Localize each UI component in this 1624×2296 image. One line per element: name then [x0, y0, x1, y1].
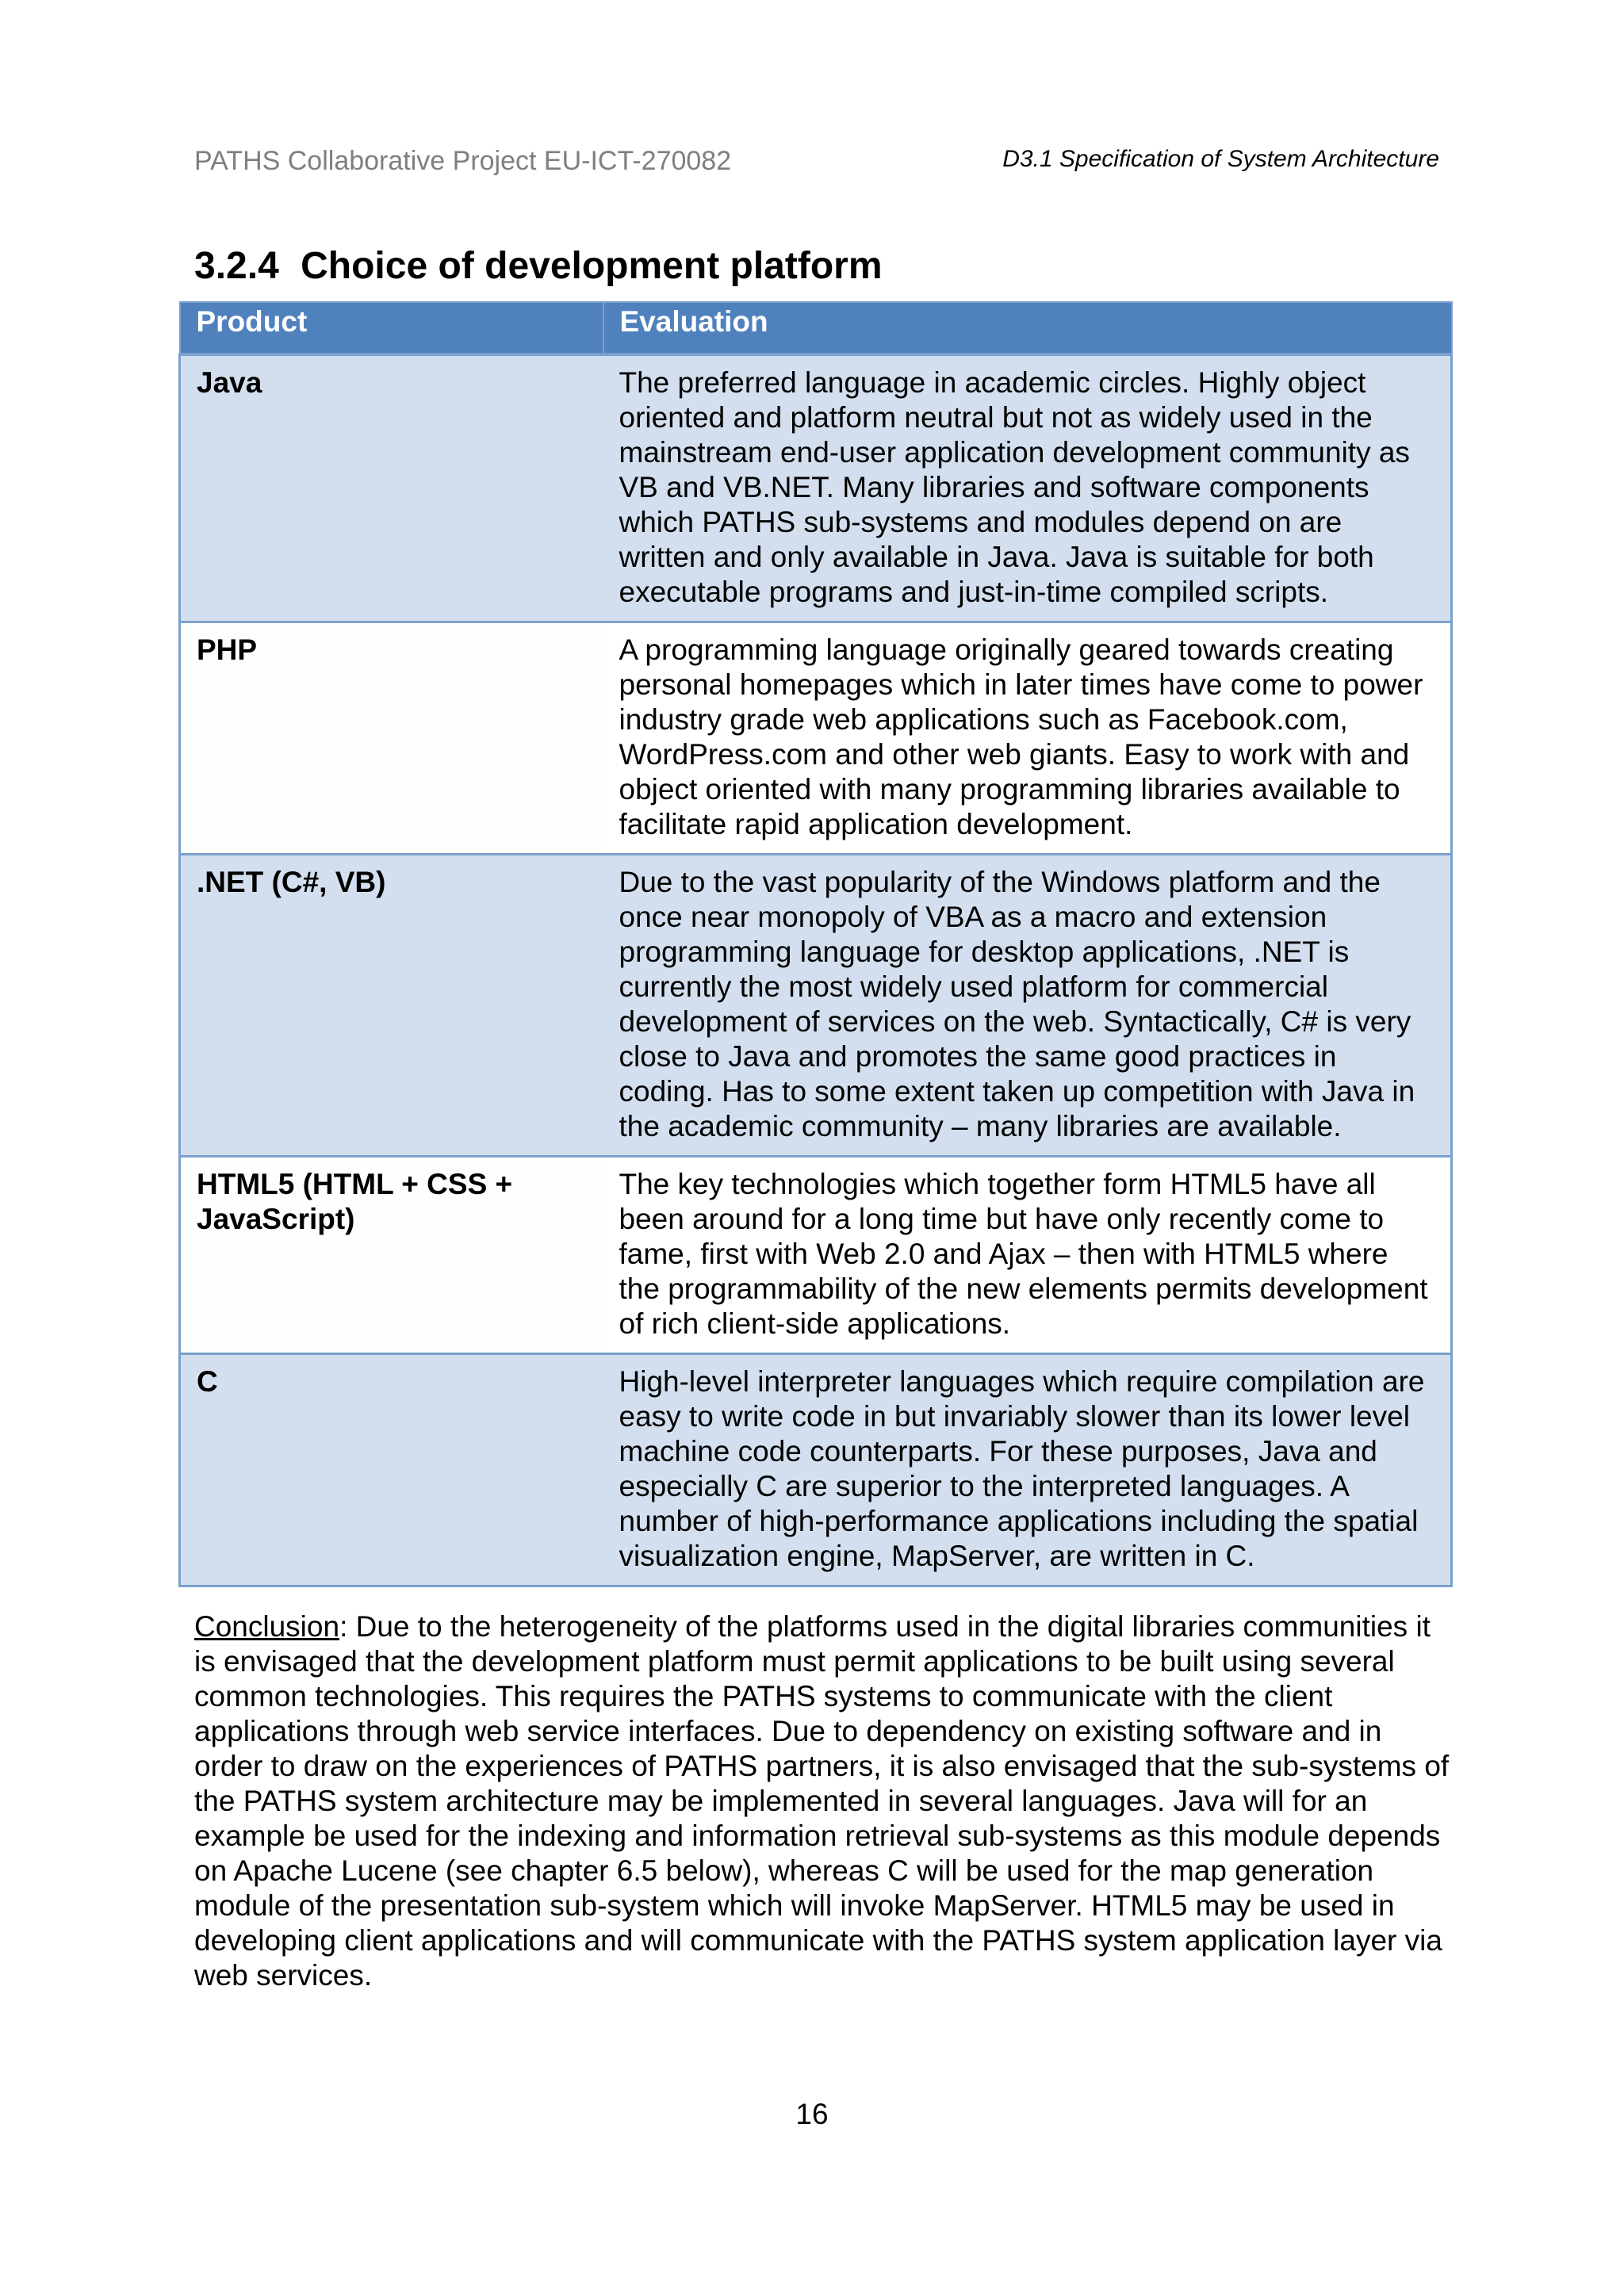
- table-row: [180, 1354, 1452, 1586]
- evaluation-cell: High-level interpreter languages which require compilation are easy to write code in but invariably slower than its lower level machine code counterparts. For these purposes, Java and especially C are superior to the interpreted languages. A number of high-performance applications including the spatial visualization engine, MapServer, are written in C.: [603, 1354, 1452, 1586]
- document-title: D3.1 Specification of System Architecture: [1002, 146, 1439, 172]
- table-row: [180, 1157, 1452, 1354]
- column-header-product: Product: [180, 302, 603, 354]
- section-title: Choice of development platform: [301, 245, 883, 287]
- section-heading: [194, 244, 883, 288]
- page-header: [194, 143, 1439, 182]
- product-cell: HTML5 (HTML + CSS + JavaScript): [180, 1157, 603, 1354]
- product-cell: .NET (C#, VB): [180, 855, 603, 1157]
- project-name: PATHS Collaborative Project EU-ICT-270082: [194, 146, 732, 176]
- product-cell: PHP: [180, 622, 603, 855]
- product-cell: C: [180, 1354, 603, 1586]
- table-row: [180, 354, 1452, 622]
- conclusion-text: : Due to the heterogeneity of the platforms used in the digital libraries communities it is envisaged that the development platform must permit applications to be built using several common technologies. This requires the PATHS systems to communicate with the client applications through web service interfaces. Due to dependency on existing software and in order to draw on the experiences of PATHS partners, it is also envisaged that the sub-systems of the PATHS system architecture may be implemented in several languages. Java will for an example be used for the indexing and information retrieval sub-systems as this module depends on Apache Lucene (see chapter 6.5 below), whereas C will be used for the map generation module of the presentation sub-system which will invoke MapServer. HTML5 may be used in developing client applications and will communicate with the PATHS system application layer via web services.: [194, 1610, 1450, 1992]
- platform-evaluation-table: [178, 301, 1453, 1587]
- table-header-row: [180, 302, 1452, 354]
- evaluation-cell: Due to the vast popularity of the Windows platform and the once near monopoly of VBA as a macro and extension programming language for desktop applications, .NET is currently the most widely used platform for commercial development of services on the web. Syntactically, C# is very close to Java and promotes the same good practices in coding. Has to some extent taken up competition with Java in the academic community – many libraries are available.: [603, 855, 1452, 1157]
- conclusion-paragraph: [194, 1609, 1455, 1993]
- evaluation-cell: The key technologies which together form HTML5 have all been around for a long time but have only recently come to fame, first with Web 2.0 and Ajax – then with HTML5 where the programmability of the new elements permits development of rich client-side applications.: [603, 1157, 1452, 1354]
- page-number: 16: [795, 2098, 829, 2130]
- conclusion-label: Conclusion: [194, 1610, 340, 1643]
- product-cell: Java: [180, 354, 603, 622]
- table-row: [180, 855, 1452, 1157]
- column-header-evaluation: Evaluation: [603, 302, 1452, 354]
- evaluation-cell: The preferred language in academic circles. Highly object oriented and platform neutral but not as widely used in the mainstream end-user application development community as VB and VB.NET. Many libraries and software components which PATHS sub-systems and modules depend on are written and only available in Java. Java is suitable for both executable programs and just-in-time compiled scripts.: [603, 354, 1452, 622]
- table-row: [180, 622, 1452, 855]
- section-number: 3.2.4: [194, 245, 279, 287]
- evaluation-cell: A programming language originally geared towards creating personal homepages which in later times have come to power industry grade web applications such as Facebook.com, WordPress.com and other web giants. Easy to work with and object oriented with many programming libraries available to facilitate rapid application development.: [603, 622, 1452, 855]
